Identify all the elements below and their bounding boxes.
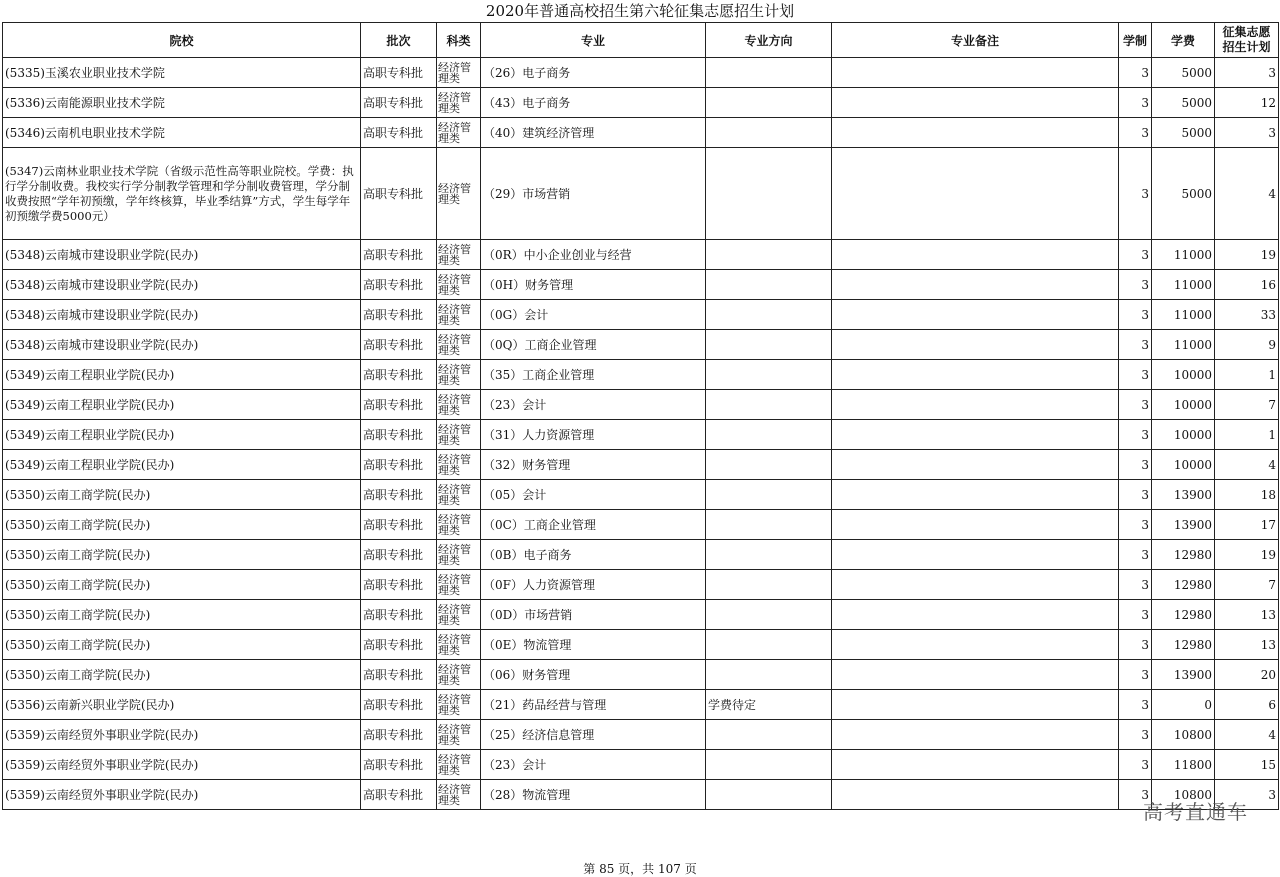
remark-cell <box>832 148 1119 240</box>
plan-cell: 19 <box>1215 240 1279 270</box>
batch-cell: 高职专科批 <box>361 690 437 720</box>
category-cell: 经济管理类 <box>437 510 481 540</box>
remark-cell <box>832 58 1119 88</box>
direction-cell <box>706 510 832 540</box>
watermark: 高考直通车 <box>1143 800 1248 824</box>
major-cell: （23）会计 <box>481 390 706 420</box>
major-cell: （32）财务管理 <box>481 450 706 480</box>
plan-cell: 20 <box>1215 660 1279 690</box>
years-cell: 3 <box>1119 780 1152 810</box>
table-row <box>3 118 1279 148</box>
table-row <box>3 450 1279 480</box>
remark-cell <box>832 480 1119 510</box>
school-cell: (5349)云南工程职业学院(民办) <box>3 360 361 390</box>
direction-cell <box>706 270 832 300</box>
table-body <box>3 58 1279 810</box>
remark-cell <box>832 450 1119 480</box>
category-cell: 经济管理类 <box>437 390 481 420</box>
years-cell: 3 <box>1119 240 1152 270</box>
direction-cell <box>706 390 832 420</box>
years-cell: 3 <box>1119 540 1152 570</box>
plan-cell: 1 <box>1215 360 1279 390</box>
remark-cell <box>832 510 1119 540</box>
fee-cell: 12980 <box>1152 630 1215 660</box>
fee-cell: 10000 <box>1152 450 1215 480</box>
header-category: 科类 <box>437 23 481 58</box>
fee-cell: 11000 <box>1152 300 1215 330</box>
batch-cell: 高职专科批 <box>361 480 437 510</box>
fee-cell: 11000 <box>1152 270 1215 300</box>
fee-cell: 12980 <box>1152 540 1215 570</box>
school-cell: (5350)云南工商学院(民办) <box>3 570 361 600</box>
direction-cell <box>706 570 832 600</box>
header-major: 专业 <box>481 23 706 58</box>
page-title: 2020年普通高校招生第六轮征集志愿招生计划 <box>485 2 795 20</box>
table-row <box>3 240 1279 270</box>
table-row <box>3 630 1279 660</box>
table-row <box>3 690 1279 720</box>
school-cell: (5359)云南经贸外事职业学院(民办) <box>3 750 361 780</box>
category-cell: 经济管理类 <box>437 300 481 330</box>
batch-cell: 高职专科批 <box>361 118 437 148</box>
batch-cell: 高职专科批 <box>361 88 437 118</box>
years-cell: 3 <box>1119 270 1152 300</box>
category-cell: 经济管理类 <box>437 88 481 118</box>
fee-cell: 11800 <box>1152 750 1215 780</box>
table-row <box>3 660 1279 690</box>
school-cell: (5350)云南工商学院(民办) <box>3 600 361 630</box>
remark-cell <box>832 300 1119 330</box>
school-cell: (5349)云南工程职业学院(民办) <box>3 390 361 420</box>
years-cell: 3 <box>1119 148 1152 240</box>
fee-cell: 5000 <box>1152 58 1215 88</box>
major-cell: （0C）工商企业管理 <box>481 510 706 540</box>
plan-cell: 4 <box>1215 148 1279 240</box>
years-cell: 3 <box>1119 600 1152 630</box>
years-cell: 3 <box>1119 390 1152 420</box>
plan-cell: 3 <box>1215 118 1279 148</box>
direction-cell <box>706 780 832 810</box>
direction-cell <box>706 118 832 148</box>
category-cell: 经济管理类 <box>437 780 481 810</box>
direction-cell <box>706 540 832 570</box>
category-cell: 经济管理类 <box>437 540 481 570</box>
major-cell: （0G）会计 <box>481 300 706 330</box>
category-cell: 经济管理类 <box>437 240 481 270</box>
batch-cell: 高职专科批 <box>361 510 437 540</box>
fee-cell: 10000 <box>1152 360 1215 390</box>
direction-cell <box>706 240 832 270</box>
fee-cell: 11000 <box>1152 240 1215 270</box>
plan-cell: 13 <box>1215 600 1279 630</box>
table-row <box>3 420 1279 450</box>
remark-cell <box>832 660 1119 690</box>
batch-cell: 高职专科批 <box>361 58 437 88</box>
major-cell: （29）市场营销 <box>481 148 706 240</box>
major-cell: （28）物流管理 <box>481 780 706 810</box>
fee-cell: 10000 <box>1152 390 1215 420</box>
category-cell: 经济管理类 <box>437 570 481 600</box>
remark-cell <box>832 780 1119 810</box>
header-direction: 专业方向 <box>706 23 832 58</box>
years-cell: 3 <box>1119 660 1152 690</box>
plan-cell: 4 <box>1215 450 1279 480</box>
batch-cell: 高职专科批 <box>361 360 437 390</box>
fee-cell: 12980 <box>1152 600 1215 630</box>
school-cell: (5359)云南经贸外事职业学院(民办) <box>3 780 361 810</box>
remark-cell <box>832 600 1119 630</box>
major-cell: （35）工商企业管理 <box>481 360 706 390</box>
major-cell: （0R）中小企业创业与经营 <box>481 240 706 270</box>
direction-cell <box>706 600 832 630</box>
fee-cell: 5000 <box>1152 88 1215 118</box>
direction-cell <box>706 88 832 118</box>
remark-cell <box>832 420 1119 450</box>
header-plan: 征集志愿招生计划 <box>1215 23 1279 58</box>
plan-cell: 15 <box>1215 750 1279 780</box>
major-cell: （43）电子商务 <box>481 88 706 118</box>
category-cell: 经济管理类 <box>437 148 481 240</box>
batch-cell: 高职专科批 <box>361 390 437 420</box>
school-cell: (5348)云南城市建设职业学院(民办) <box>3 240 361 270</box>
batch-cell: 高职专科批 <box>361 540 437 570</box>
school-cell: (5336)云南能源职业技术学院 <box>3 88 361 118</box>
header-remark: 专业备注 <box>832 23 1119 58</box>
table-row <box>3 570 1279 600</box>
school-cell: (5350)云南工商学院(民办) <box>3 480 361 510</box>
batch-cell: 高职专科批 <box>361 600 437 630</box>
major-cell: （0Q）工商企业管理 <box>481 330 706 360</box>
category-cell: 经济管理类 <box>437 750 481 780</box>
major-cell: （31）人力资源管理 <box>481 420 706 450</box>
remark-cell <box>832 118 1119 148</box>
plan-cell: 3 <box>1215 58 1279 88</box>
years-cell: 3 <box>1119 360 1152 390</box>
fee-cell: 12980 <box>1152 570 1215 600</box>
school-cell: (5350)云南工商学院(民办) <box>3 540 361 570</box>
major-cell: （25）经济信息管理 <box>481 720 706 750</box>
fee-cell: 10800 <box>1152 780 1215 810</box>
remark-cell <box>832 330 1119 360</box>
school-cell: (5346)云南机电职业技术学院 <box>3 118 361 148</box>
fee-cell: 11000 <box>1152 330 1215 360</box>
category-cell: 经济管理类 <box>437 58 481 88</box>
table-row <box>3 720 1279 750</box>
plan-cell: 1 <box>1215 420 1279 450</box>
batch-cell: 高职专科批 <box>361 270 437 300</box>
header-school: 院校 <box>3 23 361 58</box>
years-cell: 3 <box>1119 720 1152 750</box>
category-cell: 经济管理类 <box>437 118 481 148</box>
batch-cell: 高职专科批 <box>361 148 437 240</box>
fee-cell: 13900 <box>1152 480 1215 510</box>
remark-cell <box>832 270 1119 300</box>
school-cell: (5350)云南工商学院(民办) <box>3 660 361 690</box>
direction-cell <box>706 480 832 510</box>
major-cell: （0F）人力资源管理 <box>481 570 706 600</box>
years-cell: 3 <box>1119 570 1152 600</box>
years-cell: 3 <box>1119 480 1152 510</box>
years-cell: 3 <box>1119 88 1152 118</box>
years-cell: 3 <box>1119 118 1152 148</box>
batch-cell: 高职专科批 <box>361 660 437 690</box>
table-row <box>3 88 1279 118</box>
major-cell: （05）会计 <box>481 480 706 510</box>
fee-cell: 5000 <box>1152 148 1215 240</box>
fee-cell: 13900 <box>1152 660 1215 690</box>
plan-cell: 3 <box>1215 780 1279 810</box>
school-cell: (5349)云南工程职业学院(民办) <box>3 450 361 480</box>
major-cell: （23）会计 <box>481 750 706 780</box>
school-cell: (5349)云南工程职业学院(民办) <box>3 420 361 450</box>
direction-cell <box>706 330 832 360</box>
batch-cell: 高职专科批 <box>361 570 437 600</box>
years-cell: 3 <box>1119 750 1152 780</box>
category-cell: 经济管理类 <box>437 720 481 750</box>
school-cell: (5350)云南工商学院(民办) <box>3 510 361 540</box>
school-cell: (5347)云南林业职业技术学院（省级示范性高等职业院校。学费：执行学分制收费。我校实行学分制教学管理和学分制收费管理，学分制收费按照“学年初预缴，学年终核算，毕业季结算”方式，学生每学年初预缴学费5000元） <box>3 148 361 240</box>
batch-cell: 高职专科批 <box>361 420 437 450</box>
remark-cell <box>832 540 1119 570</box>
remark-cell <box>832 570 1119 600</box>
batch-cell: 高职专科批 <box>361 720 437 750</box>
table-row <box>3 330 1279 360</box>
major-cell: （21）药品经营与管理 <box>481 690 706 720</box>
table-row <box>3 148 1279 240</box>
table-row <box>3 780 1279 810</box>
plan-cell: 4 <box>1215 720 1279 750</box>
category-cell: 经济管理类 <box>437 360 481 390</box>
direction-cell <box>706 148 832 240</box>
table-row <box>3 360 1279 390</box>
remark-cell <box>832 390 1119 420</box>
plan-cell: 9 <box>1215 330 1279 360</box>
plan-cell: 33 <box>1215 300 1279 330</box>
table-row <box>3 750 1279 780</box>
major-cell: （0D）市场营销 <box>481 600 706 630</box>
batch-cell: 高职专科批 <box>361 630 437 660</box>
page-footer: 第 85 页，共 107 页 <box>583 862 697 876</box>
remark-cell <box>832 690 1119 720</box>
school-cell: (5356)云南新兴职业学院(民办) <box>3 690 361 720</box>
remark-cell <box>832 88 1119 118</box>
school-cell: (5348)云南城市建设职业学院(民办) <box>3 270 361 300</box>
school-cell: (5335)玉溪农业职业技术学院 <box>3 58 361 88</box>
table-row <box>3 600 1279 630</box>
batch-cell: 高职专科批 <box>361 780 437 810</box>
remark-cell <box>832 630 1119 660</box>
direction-cell <box>706 300 832 330</box>
major-cell: （06）财务管理 <box>481 660 706 690</box>
direction-cell: 学费待定 <box>706 690 832 720</box>
category-cell: 经济管理类 <box>437 690 481 720</box>
fee-cell: 0 <box>1152 690 1215 720</box>
direction-cell <box>706 450 832 480</box>
category-cell: 经济管理类 <box>437 420 481 450</box>
table-row <box>3 270 1279 300</box>
table-row <box>3 300 1279 330</box>
remark-cell <box>832 720 1119 750</box>
years-cell: 3 <box>1119 300 1152 330</box>
major-cell: （0E）物流管理 <box>481 630 706 660</box>
admission-plan-table <box>2 22 1279 810</box>
fee-cell: 10000 <box>1152 420 1215 450</box>
batch-cell: 高职专科批 <box>361 750 437 780</box>
plan-cell: 19 <box>1215 540 1279 570</box>
table-row <box>3 540 1279 570</box>
direction-cell <box>706 360 832 390</box>
header-years: 学制 <box>1119 23 1152 58</box>
plan-cell: 6 <box>1215 690 1279 720</box>
batch-cell: 高职专科批 <box>361 450 437 480</box>
major-cell: （26）电子商务 <box>481 58 706 88</box>
direction-cell <box>706 630 832 660</box>
category-cell: 经济管理类 <box>437 330 481 360</box>
header-batch: 批次 <box>361 23 437 58</box>
plan-cell: 12 <box>1215 88 1279 118</box>
plan-cell: 17 <box>1215 510 1279 540</box>
plan-cell: 7 <box>1215 390 1279 420</box>
remark-cell <box>832 240 1119 270</box>
category-cell: 经济管理类 <box>437 270 481 300</box>
batch-cell: 高职专科批 <box>361 330 437 360</box>
category-cell: 经济管理类 <box>437 480 481 510</box>
school-cell: (5348)云南城市建设职业学院(民办) <box>3 330 361 360</box>
major-cell: （0B）电子商务 <box>481 540 706 570</box>
major-cell: （0H）财务管理 <box>481 270 706 300</box>
school-cell: (5348)云南城市建设职业学院(民办) <box>3 300 361 330</box>
school-cell: (5350)云南工商学院(民办) <box>3 630 361 660</box>
table-header-row <box>3 23 1279 58</box>
direction-cell <box>706 720 832 750</box>
years-cell: 3 <box>1119 330 1152 360</box>
category-cell: 经济管理类 <box>437 600 481 630</box>
category-cell: 经济管理类 <box>437 450 481 480</box>
table-row <box>3 510 1279 540</box>
batch-cell: 高职专科批 <box>361 240 437 270</box>
fee-cell: 5000 <box>1152 118 1215 148</box>
table-row <box>3 390 1279 420</box>
fee-cell: 13900 <box>1152 510 1215 540</box>
table-row <box>3 58 1279 88</box>
years-cell: 3 <box>1119 690 1152 720</box>
table-row <box>3 480 1279 510</box>
major-cell: （40）建筑经济管理 <box>481 118 706 148</box>
header-fee: 学费 <box>1152 23 1215 58</box>
fee-cell: 10800 <box>1152 720 1215 750</box>
years-cell: 3 <box>1119 510 1152 540</box>
category-cell: 经济管理类 <box>437 660 481 690</box>
batch-cell: 高职专科批 <box>361 300 437 330</box>
plan-cell: 18 <box>1215 480 1279 510</box>
plan-cell: 16 <box>1215 270 1279 300</box>
years-cell: 3 <box>1119 58 1152 88</box>
school-cell: (5359)云南经贸外事职业学院(民办) <box>3 720 361 750</box>
years-cell: 3 <box>1119 420 1152 450</box>
direction-cell <box>706 750 832 780</box>
direction-cell <box>706 58 832 88</box>
plan-cell: 7 <box>1215 570 1279 600</box>
years-cell: 3 <box>1119 450 1152 480</box>
years-cell: 3 <box>1119 630 1152 660</box>
remark-cell <box>832 750 1119 780</box>
category-cell: 经济管理类 <box>437 630 481 660</box>
remark-cell <box>832 360 1119 390</box>
plan-cell: 13 <box>1215 630 1279 660</box>
direction-cell <box>706 660 832 690</box>
direction-cell <box>706 420 832 450</box>
